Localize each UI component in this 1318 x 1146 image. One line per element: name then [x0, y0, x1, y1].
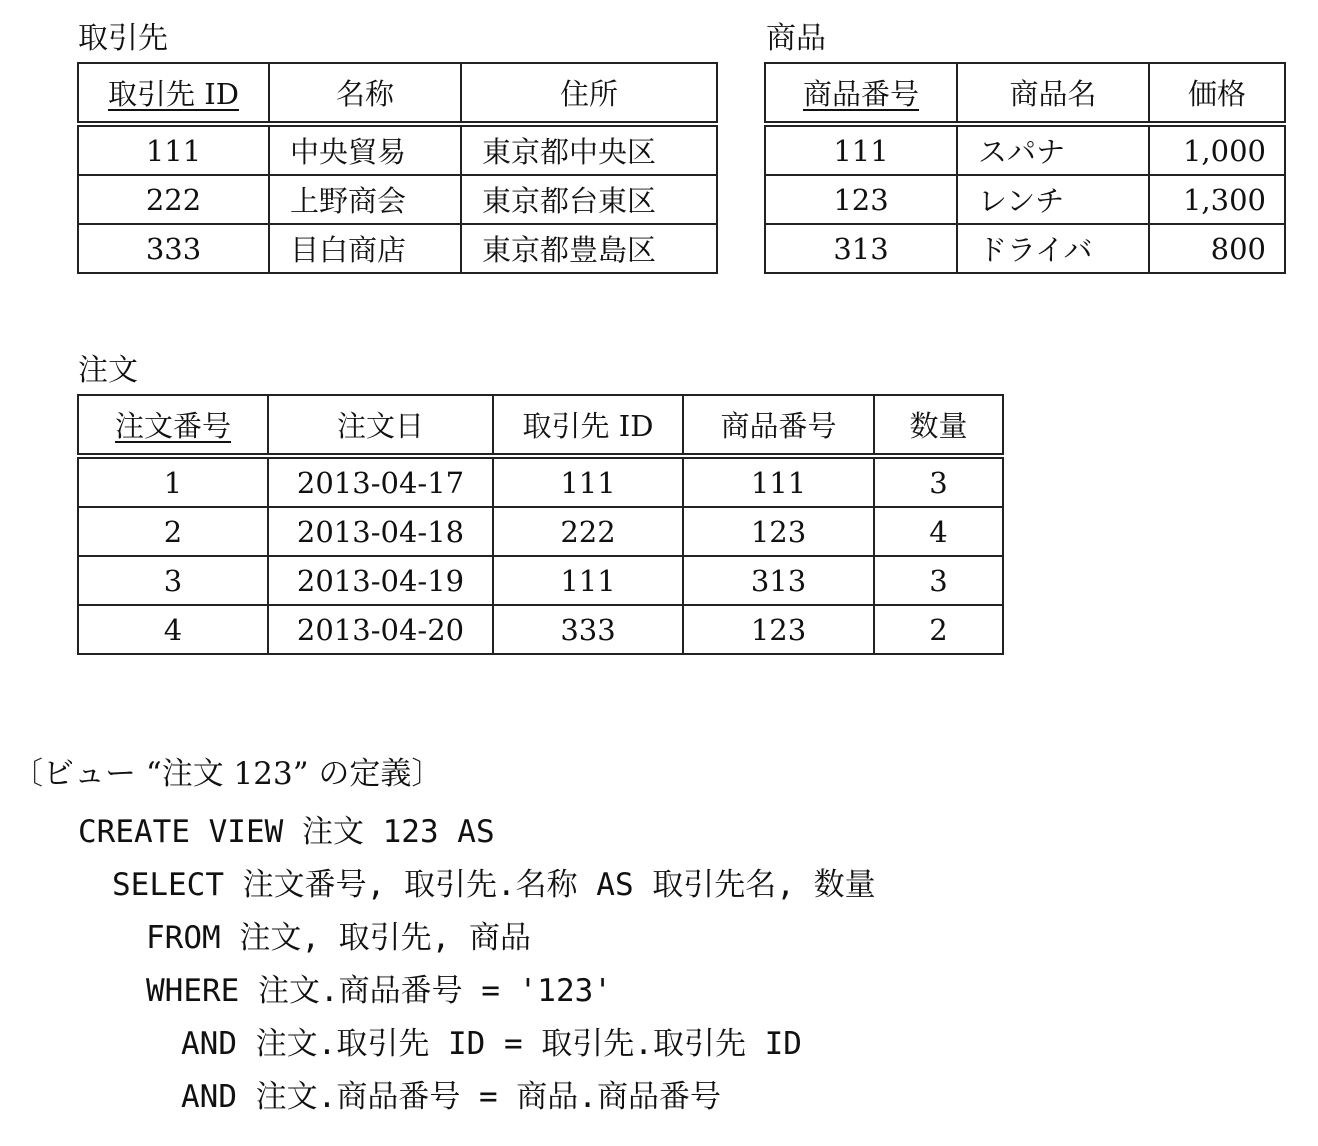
table-cell: 123 — [765, 175, 957, 224]
customers-table — [77, 62, 718, 274]
table-cell: ドライバ — [957, 224, 1149, 273]
sql-line: WHERE 注文.商品番号 = '123' — [146, 973, 612, 1009]
column-header: 名称 — [269, 63, 461, 124]
column-header: 注文番号 — [78, 395, 268, 456]
table-cell: 2 — [78, 507, 268, 556]
table-cell: 中央貿易 — [269, 124, 461, 175]
table-row — [78, 605, 1003, 654]
table-cell: 800 — [1149, 224, 1285, 273]
table-cell: 3 — [874, 556, 1003, 605]
view-definition-heading: 〔ビュー “注文 123” の定義〕 — [12, 756, 443, 792]
table-cell: 333 — [493, 605, 683, 654]
column-header: 注文日 — [268, 395, 493, 456]
column-header: 価格 — [1149, 63, 1285, 124]
table-cell: 313 — [765, 224, 957, 273]
table-cell: 東京都台東区 — [461, 175, 717, 224]
table-cell: 111 — [493, 556, 683, 605]
table-cell: 111 — [78, 124, 269, 175]
table-cell: 2013-04-17 — [268, 456, 493, 507]
table-cell: 2013-04-18 — [268, 507, 493, 556]
sql-line: AND 注文.商品番号 = 商品.商品番号 — [181, 1079, 721, 1115]
table-cell: 111 — [683, 456, 874, 507]
table-cell: 3 — [78, 556, 268, 605]
orders-table-caption: 注文 — [78, 353, 138, 388]
table-cell: 4 — [78, 605, 268, 654]
table-cell: 1,300 — [1149, 175, 1285, 224]
sql-line: FROM 注文, 取引先, 商品 — [146, 920, 531, 956]
column-header: 取引先 ID — [78, 63, 269, 124]
table-cell: 123 — [683, 507, 874, 556]
table-cell: 4 — [874, 507, 1003, 556]
column-header: 数量 — [874, 395, 1003, 456]
table-header-row — [78, 395, 1003, 456]
column-header: 商品番号 — [765, 63, 957, 124]
sql-line: CREATE VIEW 注文 123 AS — [78, 814, 495, 850]
column-header: 取引先 ID — [493, 395, 683, 456]
table-cell: 111 — [765, 124, 957, 175]
table-cell: 111 — [493, 456, 683, 507]
table-cell: 1 — [78, 456, 268, 507]
table-cell: 東京都豊島区 — [461, 224, 717, 273]
sql-line: SELECT 注文番号, 取引先.名称 AS 取引先名, 数量 — [112, 867, 876, 903]
table-cell: 東京都中央区 — [461, 124, 717, 175]
column-header: 商品名 — [957, 63, 1149, 124]
table-row — [78, 556, 1003, 605]
table-cell: スパナ — [957, 124, 1149, 175]
customers-table-caption: 取引先 — [78, 21, 168, 56]
table-header-row — [78, 63, 717, 124]
table-cell: 333 — [78, 224, 269, 273]
table-row — [765, 175, 1285, 224]
products-table-caption: 商品 — [766, 21, 826, 56]
table-row — [78, 224, 717, 273]
table-row — [765, 224, 1285, 273]
table-cell: 3 — [874, 456, 1003, 507]
table-cell: 2013-04-20 — [268, 605, 493, 654]
orders-table — [77, 394, 1004, 655]
table-cell: 123 — [683, 605, 874, 654]
table-cell: 313 — [683, 556, 874, 605]
table-cell: 2 — [874, 605, 1003, 654]
table-row — [78, 507, 1003, 556]
table-cell: 1,000 — [1149, 124, 1285, 175]
table-row — [78, 124, 717, 175]
sql-line: AND 注文.取引先 ID = 取引先.取引先 ID — [181, 1026, 802, 1062]
products-table — [764, 62, 1286, 274]
table-row — [78, 175, 717, 224]
table-cell: 目白商店 — [269, 224, 461, 273]
table-row — [78, 456, 1003, 507]
table-row — [765, 124, 1285, 175]
column-header: 住所 — [461, 63, 717, 124]
table-header-row — [765, 63, 1285, 124]
table-cell: 222 — [78, 175, 269, 224]
table-cell: 2013-04-19 — [268, 556, 493, 605]
table-cell: 上野商会 — [269, 175, 461, 224]
table-cell: 222 — [493, 507, 683, 556]
column-header: 商品番号 — [683, 395, 874, 456]
table-cell: レンチ — [957, 175, 1149, 224]
